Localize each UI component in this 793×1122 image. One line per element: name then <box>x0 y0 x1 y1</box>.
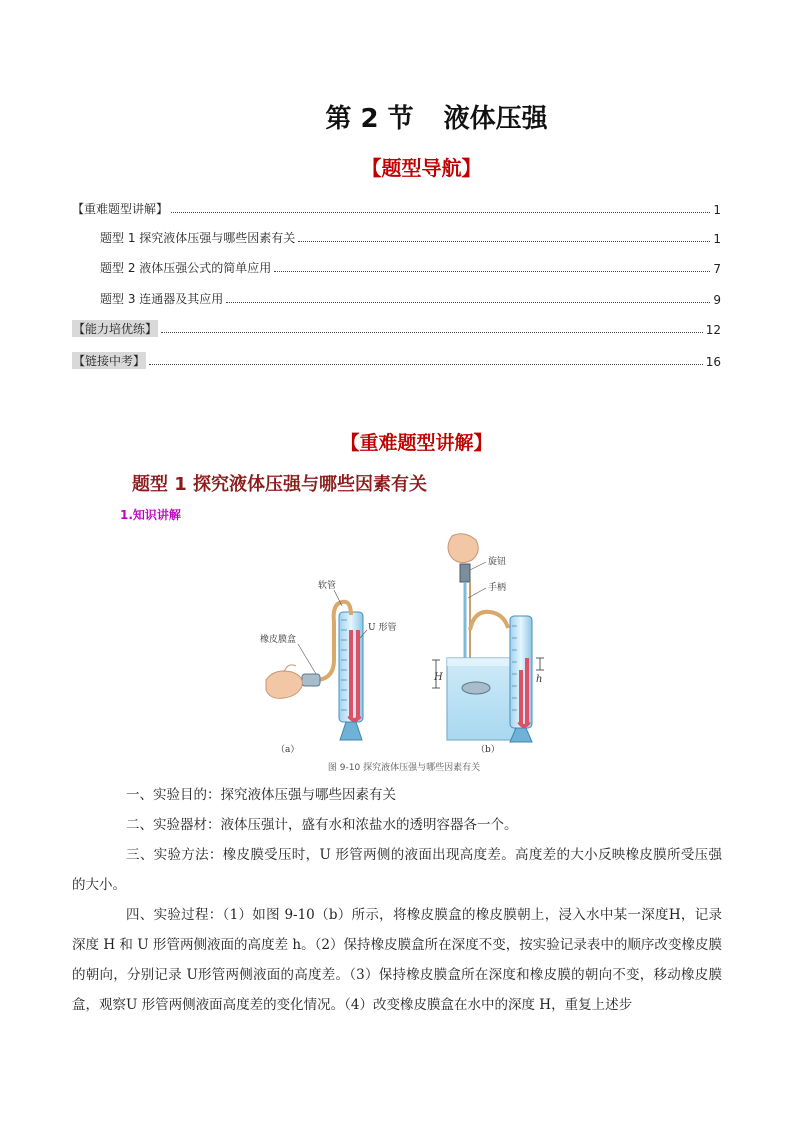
toc-label: 【能力培优练】 <box>73 322 158 336</box>
label-knob: 旋钮 <box>488 557 507 567</box>
toc-entry-type-2[interactable] <box>100 256 721 276</box>
toc-page-number: 1 <box>713 232 721 246</box>
paragraph-method: 三、实验方法：橡皮膜受压时，U 形管两侧的液面出现高度差。高度差的大小反映橡皮膜所受压强的大小。 <box>72 847 722 893</box>
body-text <box>72 780 722 1020</box>
pressure-gauge-figure <box>254 530 554 775</box>
title-part2: 液体压强 <box>443 104 548 134</box>
label-rubber-box: 橡皮膜盒 <box>260 635 297 645</box>
paragraph-equipment: 二、实验器材：液体压强计，盛有水和浓盐水的透明容器各一个。 <box>126 817 518 833</box>
knowledge-subheading: 1.知识讲解 <box>120 508 181 522</box>
label-u-tube: U 形管 <box>368 623 397 633</box>
toc-entry-exam-link[interactable] <box>72 349 721 369</box>
toc-leader <box>298 240 710 242</box>
toc-page-number: 16 <box>705 355 721 369</box>
type-heading: 题型 1 探究液体压强与哪些因素有关 <box>132 474 428 495</box>
label-b: （b） <box>476 745 500 755</box>
toc-leader <box>149 363 703 365</box>
toc-leader <box>161 331 703 333</box>
section-heading: 【重难题型讲解】 <box>340 432 493 454</box>
figure-caption: 图 9-10 探究液体压强与哪些因素有关 <box>327 763 481 773</box>
toc-leader <box>171 211 710 213</box>
toc-label: 题型 3 连通器及其应用 <box>100 292 224 306</box>
label-handle: 手柄 <box>488 583 507 593</box>
toc-page-number: 9 <box>713 293 721 307</box>
diagram-a <box>260 579 396 755</box>
toc-page-number: 7 <box>713 262 721 276</box>
toc-label: 题型 1 探究液体压强与哪些因素有关 <box>100 231 296 245</box>
toc-entry-ability[interactable] <box>72 317 721 337</box>
label-soft-tube: 软管 <box>318 581 337 591</box>
nav-heading: 【题型导航】 <box>361 156 482 180</box>
toc-label: 【重难题型讲解】 <box>72 202 169 216</box>
toc-entry-type-3[interactable] <box>100 287 721 307</box>
diagram-b <box>432 534 544 755</box>
paragraph-procedure: 四、实验过程：（1）如图 9-10（b）所示，将橡皮膜盒的橡皮膜朝上，浸入水中某一深度H，记录深度 H 和 U 形管两侧液面的高度差 h。（2）保持橡皮膜盒所在深度不变，按实验记录表中的顺序改变橡皮膜的朝向，分别记录 U形管两侧液面的高度差。（3）保持橡皮膜盒所在深度和橡皮膜的朝向不变，移动橡皮膜盒，观察U 形管两侧液面高度差的变化情况。（4）改变橡皮膜盒在水中的深度 H，重复上述步 <box>72 907 722 1013</box>
toc-label: 【链接中考】 <box>73 354 146 368</box>
toc-entry-type-1[interactable] <box>100 226 721 246</box>
label-h: h <box>536 674 543 685</box>
toc-leader <box>274 270 710 272</box>
label-a: （a） <box>276 745 300 755</box>
label-H: H <box>434 672 443 683</box>
title-part1: 第 2 节 <box>325 104 414 134</box>
paragraph-purpose: 一、实验目的：探究液体压强与哪些因素有关 <box>126 787 396 803</box>
toc-leader <box>226 301 710 303</box>
toc-label: 题型 2 液体压强公式的简单应用 <box>100 261 272 275</box>
toc-entry-key-topics[interactable] <box>72 197 721 217</box>
page-title <box>0 98 793 135</box>
toc-page-number: 1 <box>713 203 721 217</box>
toc-page-number: 12 <box>705 323 721 337</box>
figure-illustration <box>254 530 554 775</box>
